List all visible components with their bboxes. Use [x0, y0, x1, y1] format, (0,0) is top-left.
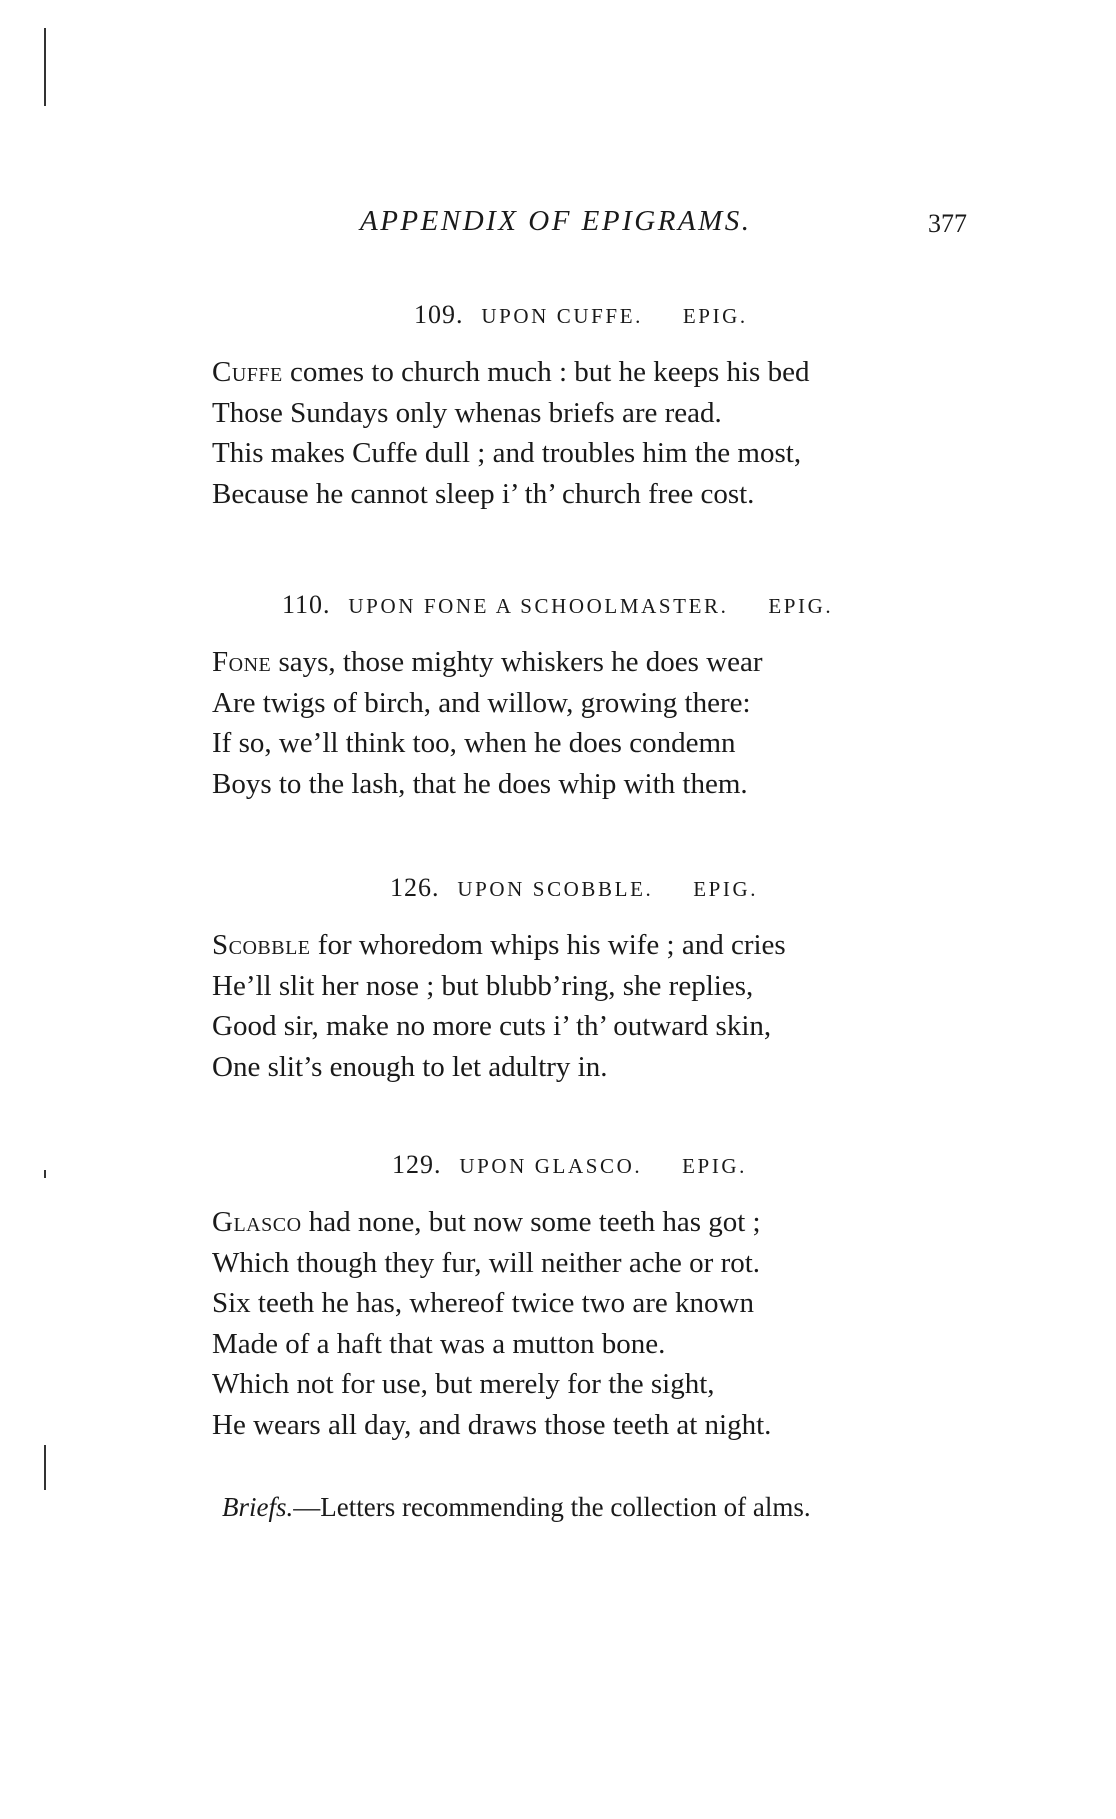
poem-number: 129.	[392, 1150, 442, 1179]
footnote-text: —Letters recommending the collection of alms.	[293, 1492, 811, 1522]
poem-line: He’ll slit her nose ; but blubb’ring, she replies,	[212, 969, 754, 1002]
poem-title	[392, 1150, 1116, 1180]
poem-line: Six teeth he has, whereof twice two are known	[212, 1287, 754, 1319]
poem-epig-label: EPIG.	[693, 877, 759, 901]
poem-line-text: for whoredom whips his wife ; and cries	[317, 929, 786, 961]
poem-line-text: comes to church much : but he keeps his bed	[290, 356, 810, 388]
poem-first-word: Scobble	[212, 929, 311, 961]
page-number: 377	[928, 209, 967, 238]
poem-title	[390, 873, 1116, 903]
poem-line: Boys to the lash, that he does whip with them.	[212, 767, 748, 800]
poem-line	[212, 642, 1012, 683]
poem-110	[212, 590, 1012, 804]
scan-margin-mark	[44, 28, 46, 106]
poem-epig-label: EPIG.	[682, 304, 748, 328]
poem-line: One slit’s enough to let adultry in.	[212, 1050, 608, 1083]
poem-line: Are twigs of birch, and willow, growing there:	[212, 686, 751, 719]
poem-line-text: says, those mighty whiskers he does wear	[278, 646, 763, 678]
poem-126	[212, 873, 1012, 1087]
poem-line	[212, 925, 1012, 966]
poem-title	[414, 300, 1116, 330]
poem-129	[212, 1150, 1012, 1445]
poem-first-word: Glasco	[212, 1206, 302, 1238]
poem-heading: UPON CUFFE.	[481, 304, 643, 328]
scan-margin-mark	[44, 1170, 46, 1178]
poem-line: Which though they fur, will neither ache or rot.	[212, 1246, 761, 1279]
scan-margin-mark	[44, 1445, 46, 1490]
poem-line-text: had none, but now some teeth has got ;	[308, 1206, 761, 1238]
footnote-term: Briefs.	[222, 1492, 294, 1522]
poem-line	[212, 1202, 1012, 1243]
running-head: APPENDIX OF EPIGRAMS.	[360, 205, 752, 237]
poem-line: This makes Cuffe dull ; and troubles him the most,	[212, 437, 802, 469]
poem-109	[212, 300, 1012, 514]
poem-line: Those Sundays only whenas briefs are read.	[212, 396, 722, 429]
poem-epig-label: EPIG.	[682, 1154, 748, 1178]
poem-number: 126.	[390, 873, 440, 902]
poem-epig-label: EPIG.	[768, 594, 834, 618]
poem-line: He wears all day, and draws those teeth at night.	[212, 1408, 772, 1441]
poem-line: Because he cannot sleep i’ th’ church free cost.	[212, 477, 755, 510]
poem-line: Good sir, make no more cuts i’ th’ outward skin,	[212, 1010, 772, 1042]
poem-line: Which not for use, but merely for the sight,	[212, 1368, 715, 1400]
poem-line	[212, 352, 1012, 393]
footnote	[222, 1492, 811, 1523]
poem-first-word: Fone	[212, 646, 272, 678]
poem-number: 109.	[414, 300, 464, 329]
poem-title	[282, 590, 1082, 620]
poem-line: If so, we’ll think too, when he does condemn	[212, 727, 736, 759]
poem-first-word: Cuffe	[212, 356, 283, 388]
poem-number: 110.	[282, 590, 331, 619]
poem-heading: UPON GLASCO.	[459, 1154, 643, 1178]
poem-line: Made of a haft that was a mutton bone.	[212, 1327, 666, 1360]
poem-heading: UPON SCOBBLE.	[457, 877, 654, 901]
poem-heading: UPON FONE A SCHOOLMASTER.	[348, 594, 729, 618]
